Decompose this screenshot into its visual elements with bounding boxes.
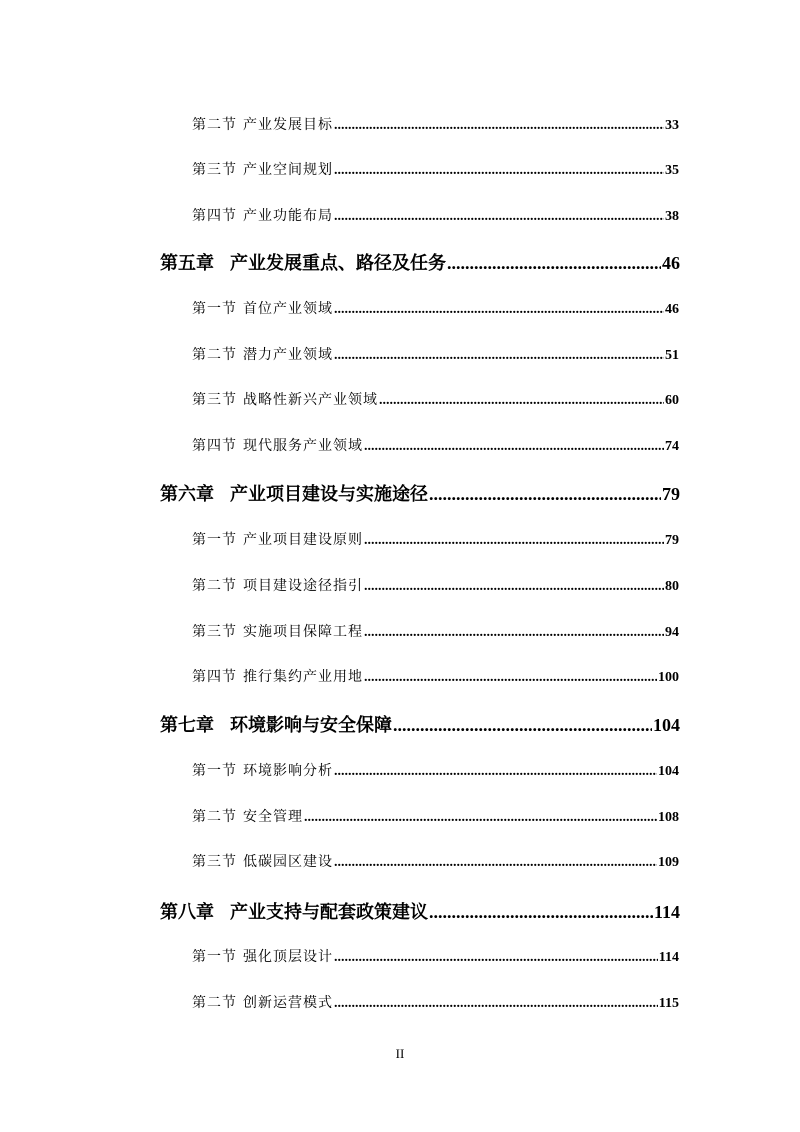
toc-entry-section[interactable]	[192, 760, 679, 780]
toc-dot-leader	[334, 996, 658, 1012]
toc-section-number: 第四节	[192, 208, 237, 224]
toc-entry-section[interactable]	[192, 344, 679, 364]
toc-page-number: 114	[653, 902, 680, 922]
toc-page-number: 51	[665, 348, 679, 363]
toc-entry-chapter[interactable]	[160, 711, 680, 737]
toc-entry-section[interactable]	[192, 114, 679, 134]
toc-page-number: 104	[653, 715, 680, 735]
toc-dot-leader	[379, 393, 664, 409]
toc-section-number: 第二节	[192, 347, 237, 363]
page-number-footer: II	[395, 1046, 405, 1061]
toc-section-title: 产业功能布局	[243, 208, 333, 224]
toc-page-number: 79	[662, 484, 680, 504]
toc-page-number: 94	[665, 625, 679, 640]
toc-dot-leader	[364, 533, 664, 549]
toc-section-number: 第三节	[192, 854, 237, 870]
toc-entry-section[interactable]	[192, 621, 679, 641]
toc-section-title: 低碳园区建设	[243, 854, 333, 870]
toc-section-number: 第四节	[192, 438, 237, 454]
toc-chapter-number: 第六章	[160, 484, 214, 505]
toc-page-number: 80	[665, 579, 679, 594]
toc-entry-section[interactable]	[192, 205, 679, 225]
toc-page-number: 46	[662, 253, 680, 273]
toc-dot-leader	[393, 715, 652, 736]
toc-page-number: 38	[665, 209, 679, 224]
toc-section-title: 项目建设途径指引	[243, 578, 363, 594]
toc-entry-section[interactable]	[192, 946, 679, 966]
toc-dot-leader	[334, 348, 664, 364]
toc-section-number: 第四节	[192, 669, 237, 685]
toc-dot-leader	[364, 670, 657, 686]
toc-dot-leader	[364, 625, 664, 641]
toc-section-title: 推行集约产业用地	[243, 669, 363, 685]
toc-section-number: 第三节	[192, 624, 237, 640]
toc-chapter-title: 产业发展重点、路径及任务	[230, 253, 446, 274]
toc-page-number: 104	[658, 764, 679, 779]
toc-dot-leader	[304, 810, 657, 826]
toc-page-number: 60	[665, 393, 679, 408]
toc-dot-leader	[334, 950, 658, 966]
toc-dot-leader	[364, 439, 664, 455]
toc-section-number: 第二节	[192, 809, 237, 825]
toc-entry-section[interactable]	[192, 666, 679, 686]
toc-entry-section[interactable]	[192, 575, 679, 595]
toc-page-number: 74	[665, 439, 679, 454]
toc-chapter-number: 第五章	[160, 253, 214, 274]
toc-chapter-title: 产业项目建设与实施途径	[230, 484, 428, 505]
toc-dot-leader	[334, 855, 657, 871]
toc-entry-section[interactable]	[192, 159, 679, 179]
toc-section-title: 首位产业领域	[243, 301, 333, 317]
toc-dot-leader	[334, 118, 664, 134]
toc-chapter-title: 环境影响与安全保障	[230, 715, 392, 736]
toc-section-number: 第三节	[192, 392, 237, 408]
toc-dot-leader	[334, 302, 664, 318]
toc-page-number: 100	[658, 670, 679, 685]
toc-entry-chapter[interactable]	[160, 480, 680, 506]
toc-dot-leader	[429, 902, 653, 923]
toc-entry-section[interactable]	[192, 298, 679, 318]
toc-section-number: 第一节	[192, 301, 237, 317]
toc-dot-leader	[429, 484, 661, 505]
toc-section-title: 强化顶层设计	[243, 949, 333, 965]
toc-section-number: 第一节	[192, 763, 237, 779]
toc-page-number: 114	[658, 950, 679, 965]
toc-section-title: 产业项目建设原则	[243, 532, 363, 548]
toc-section-title: 战略性新兴产业领域	[243, 392, 378, 408]
toc-chapter-title: 产业支持与配套政策建议	[230, 902, 428, 923]
toc-section-title: 产业发展目标	[243, 117, 333, 133]
toc-entry-chapter[interactable]	[160, 249, 680, 275]
toc-section-title: 实施项目保障工程	[243, 624, 363, 640]
toc-section-title: 安全管理	[243, 809, 303, 825]
toc-dot-leader	[364, 579, 664, 595]
toc-page-number: 115	[658, 996, 679, 1011]
toc-entry-section[interactable]	[192, 806, 679, 826]
toc-section-title: 现代服务产业领域	[243, 438, 363, 454]
toc-section-number: 第二节	[192, 578, 237, 594]
toc-dot-leader	[334, 764, 657, 780]
toc-page-number: 46	[665, 302, 679, 317]
toc-entry-section[interactable]	[192, 851, 679, 871]
toc-page-number: 35	[665, 163, 679, 178]
toc-section-number: 第三节	[192, 162, 237, 178]
toc-entry-section[interactable]	[192, 435, 679, 455]
toc-chapter-number: 第七章	[160, 715, 214, 736]
toc-entry-section[interactable]	[192, 529, 679, 549]
toc-entry-section[interactable]	[192, 992, 679, 1012]
toc-dot-leader	[447, 253, 661, 274]
toc-page-number: 33	[665, 118, 679, 133]
toc-section-number: 第一节	[192, 532, 237, 548]
toc-page-number: 109	[658, 855, 679, 870]
toc-section-number: 第二节	[192, 117, 237, 133]
toc-page-number: 79	[665, 533, 679, 548]
toc-section-title: 潜力产业领域	[243, 347, 333, 363]
toc-section-number: 第一节	[192, 949, 237, 965]
toc-section-title: 环境影响分析	[243, 763, 333, 779]
toc-section-title: 创新运营模式	[243, 995, 333, 1011]
toc-section-number: 第二节	[192, 995, 237, 1011]
toc-section-title: 产业空间规划	[243, 162, 333, 178]
toc-page-number: 108	[658, 810, 679, 825]
toc-chapter-number: 第八章	[160, 902, 214, 923]
toc-dot-leader	[334, 209, 664, 225]
toc-dot-leader	[334, 163, 664, 179]
toc-entry-chapter[interactable]	[160, 898, 680, 924]
toc-entry-section[interactable]	[192, 389, 679, 409]
